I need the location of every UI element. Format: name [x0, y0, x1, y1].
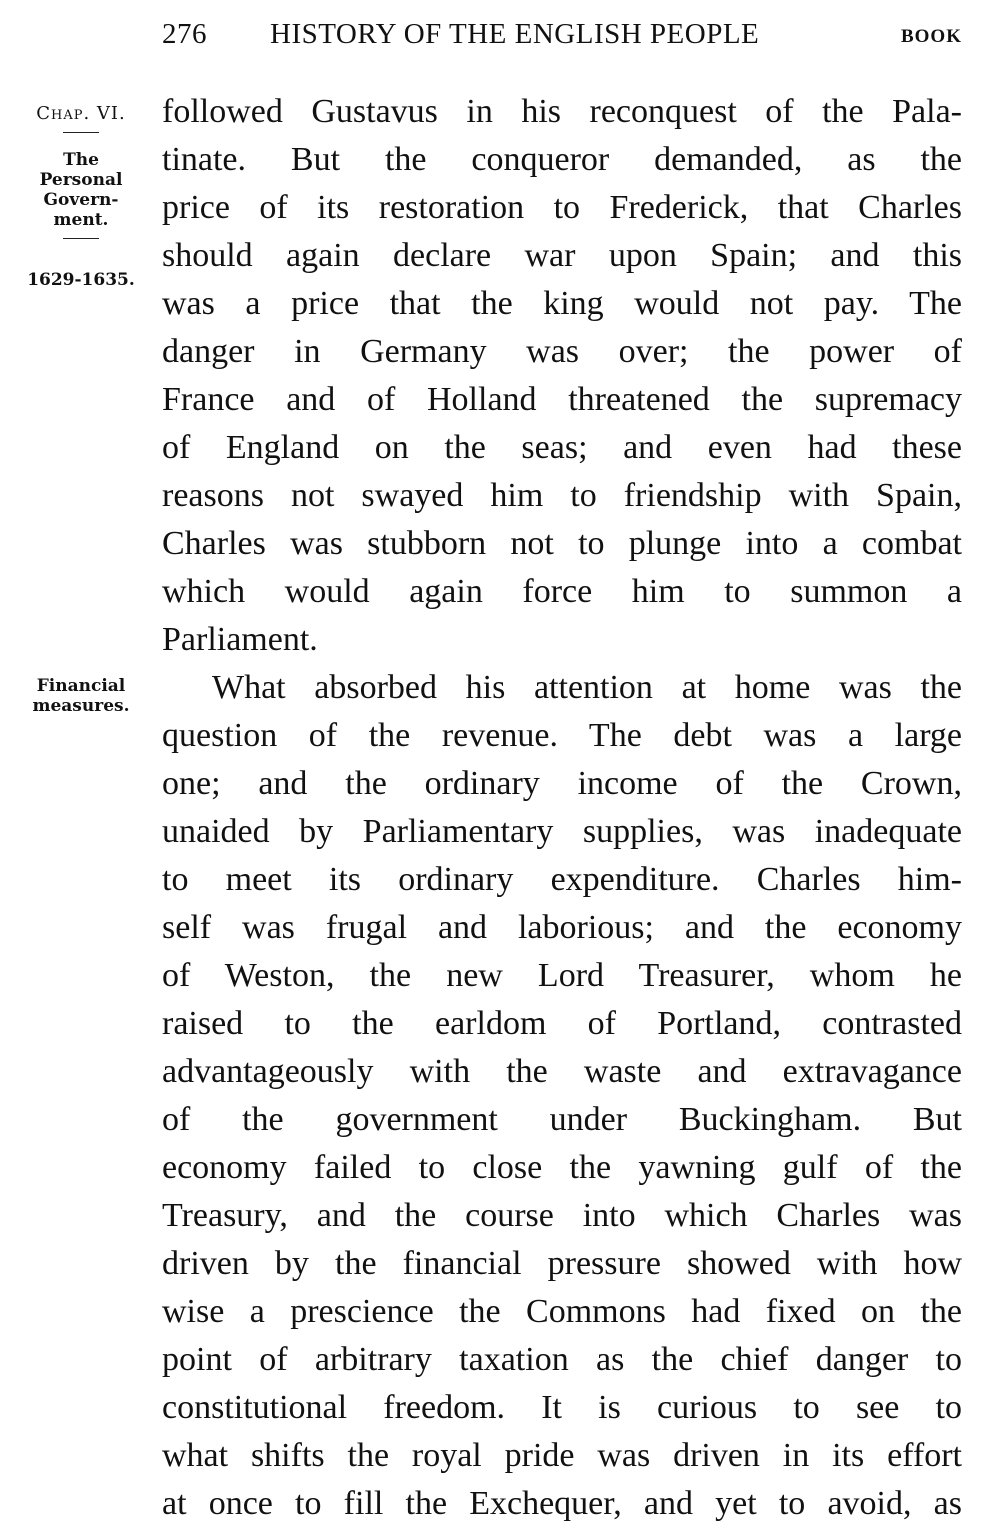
- paragraph-2: [162, 664, 962, 1528]
- text-line: self was frugal and laborious; and the economy: [162, 909, 962, 946]
- chapter-label: Chap. VI.: [36, 103, 126, 124]
- financial-line: Financial: [36, 676, 126, 696]
- text-line: should again declare war upon Spain; and this: [162, 237, 962, 274]
- text-line: unaided by Parliamentary supplies, was inadequate: [162, 813, 962, 850]
- sidenote-divider: [63, 132, 99, 133]
- financial-sidenote: [22, 676, 140, 716]
- text-line: Charles was stubborn not to plunge into a combat: [162, 525, 962, 562]
- text-line: constitutional freedom. It is curious to see to: [162, 1389, 962, 1426]
- book-label: BOOK: [900, 26, 962, 47]
- text-line: one; and the ordinary income of the Crown,: [162, 765, 962, 802]
- text-line: of the government under Buckingham. But: [162, 1101, 962, 1138]
- text-line: point of arbitrary taxation as the chief danger to: [162, 1341, 962, 1378]
- topic-line: ment.: [53, 210, 109, 230]
- running-header: [162, 18, 962, 58]
- text-line: France and of Holland threatened the supremacy: [162, 381, 962, 418]
- text-line: reasons not swayed him to friendship with Spain,: [162, 477, 962, 514]
- text-line: advantageously with the waste and extravagance: [162, 1053, 962, 1090]
- topic-line: The: [63, 150, 99, 170]
- text-line: what shifts the royal pride was driven in its effort: [162, 1437, 962, 1474]
- text-line: of England on the seas; and even had these: [162, 429, 962, 466]
- body-text: [162, 88, 962, 1528]
- text-line: followed Gustavus in his reconquest of the Pala-: [162, 93, 962, 130]
- text-line: at once to fill the Exchequer, and yet to avoid, as: [162, 1485, 962, 1522]
- text-line: What absorbed his attention at home was the: [212, 669, 962, 706]
- running-title: HISTORY OF THE ENGLISH PEOPLE: [270, 18, 760, 50]
- financial-line: measures.: [32, 696, 130, 716]
- text-line: economy failed to close the yawning gulf of the: [162, 1149, 962, 1186]
- text-line: price of its restoration to Frederick, that Charles: [162, 189, 962, 226]
- text-line: was a price that the king would not pay. The: [162, 285, 962, 322]
- sidenote-divider: [63, 238, 99, 239]
- text-line: Treasury, and the course into which Charles was: [162, 1197, 962, 1234]
- dates-sidenote: [22, 270, 140, 290]
- text-line: danger in Germany was over; the power of: [162, 333, 962, 370]
- date-range: 1629-1635.: [27, 270, 135, 290]
- text-line: raised to the earldom of Portland, contrasted: [162, 1005, 962, 1042]
- text-line: question of the revenue. The debt was a large: [162, 717, 962, 754]
- text-line: of Weston, the new Lord Treasurer, whom he: [162, 957, 962, 994]
- text-line: tinate. But the conqueror demanded, as the: [162, 141, 962, 178]
- text-line: driven by the financial pressure showed with how: [162, 1245, 962, 1282]
- topic-line: Personal: [39, 170, 123, 190]
- topic-line: Govern-: [43, 190, 119, 210]
- text-line: to meet its ordinary expenditure. Charles him-: [162, 861, 962, 898]
- paragraph-1: [162, 88, 962, 664]
- text-line: wise a prescience the Commons had fixed on the: [162, 1293, 962, 1330]
- chapter-sidenote: [22, 104, 140, 141]
- topic-sidenote: [22, 150, 140, 247]
- text-line: Parliament.: [162, 621, 318, 658]
- text-line: which would again force him to summon a: [162, 573, 962, 610]
- page-number: 276: [162, 18, 207, 50]
